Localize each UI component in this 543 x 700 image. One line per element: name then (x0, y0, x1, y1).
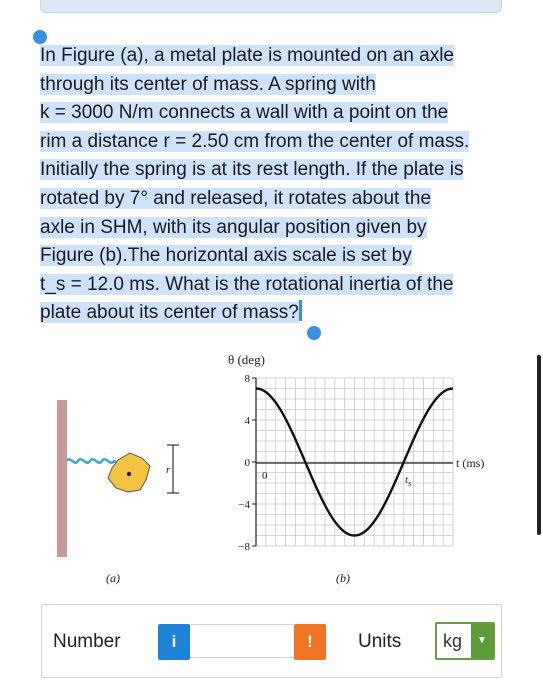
origin-label: 0 (262, 470, 268, 482)
chevron-down-icon[interactable]: ▼ (471, 624, 493, 658)
r-label: r (166, 464, 171, 476)
question-text (40, 42, 502, 328)
y-tick-label: 0 (244, 457, 250, 469)
question-line: rim a distance r = 2.50 cm from the center of mass. (40, 130, 470, 152)
answer-row (41, 604, 502, 678)
y-axis-label: θ (deg) (228, 352, 265, 367)
wall (57, 400, 67, 557)
scrollbar[interactable] (537, 355, 541, 535)
question-line: Figure (b).The horizontal axis scale is set by (40, 245, 412, 267)
info-icon[interactable]: i (158, 624, 190, 660)
selection-end-handle[interactable] (307, 326, 321, 340)
question-line: In Figure (a), a metal plate is mounted on an axle (40, 45, 455, 66)
y-tick-label: 8 (244, 373, 250, 385)
units-value: kg (443, 631, 463, 651)
number-label: Number (53, 631, 121, 652)
units-label: Units (358, 631, 402, 652)
question-line: Initially the spring is at its rest length. If the plate is (40, 159, 464, 181)
question-line: axle in SHM, with its angular position given by (40, 216, 427, 238)
spring (67, 459, 120, 465)
chart-grid (256, 378, 453, 546)
problem-figure (0, 340, 543, 590)
figure-b-label: (b) (336, 571, 350, 585)
units-dropdown[interactable] (435, 622, 495, 660)
x-axis-label: t (ms) (456, 456, 485, 470)
figure-a-label: (a) (106, 571, 120, 585)
figure-svg (0, 340, 543, 590)
text-cursor (299, 300, 302, 321)
y-tick-label: 4 (244, 415, 250, 427)
question-line: t_s = 12.0 ms. What is the rotational inertia of the (40, 273, 454, 295)
y-tick-label: −8 (238, 541, 250, 553)
warning-icon[interactable]: ! (294, 624, 326, 660)
y-tick-labels (238, 373, 256, 553)
question-line: rotated by 7° and released, it rotates about the (40, 187, 432, 209)
previous-panel-edge (40, 0, 502, 13)
ts-label: $t_s$ (405, 474, 412, 488)
question-line: through its center of mass. A spring with (40, 73, 376, 95)
plate-center (127, 472, 131, 476)
question-line: k = 3000 N/m connects a wall with a point on the (40, 102, 449, 124)
question-line: plate about its center of mass? (40, 302, 299, 324)
number-input[interactable] (190, 624, 294, 658)
y-tick-label: −4 (238, 499, 250, 511)
